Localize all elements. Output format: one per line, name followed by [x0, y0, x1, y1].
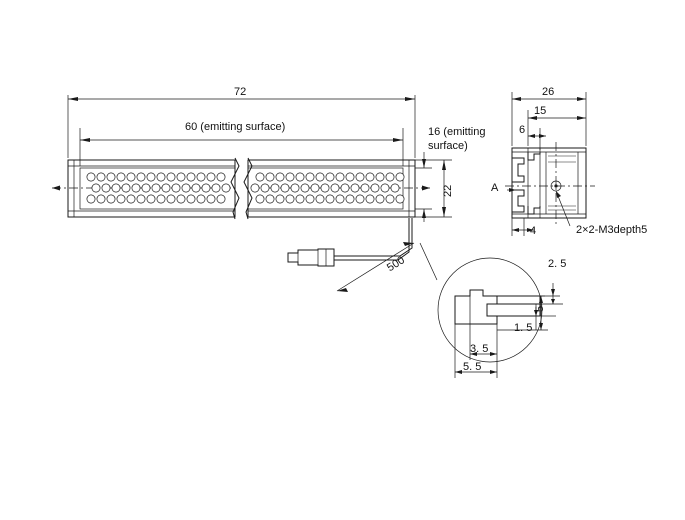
label-section-26: 26 — [542, 86, 555, 98]
label-detail-1-5: 1. 5 — [514, 322, 533, 334]
label-detail-5-5: 5. 5 — [463, 361, 482, 373]
label-thread-note: 2×2-M3depth5 — [576, 224, 648, 236]
label-detail-mark-a: A — [491, 182, 499, 194]
label-detail-2-5: 2. 5 — [548, 258, 567, 270]
led-matrix-left — [87, 173, 230, 203]
label-section-15: 15 — [534, 105, 547, 117]
label-section-6: 6 — [519, 124, 526, 136]
label-emitting-width-line1: 16 (emitting — [428, 126, 486, 138]
label-overall-length: 72 — [234, 86, 247, 98]
label-cable-500: 500 — [385, 254, 407, 275]
label-emitting-length: 60 (emitting surface) — [185, 121, 286, 133]
label-detail-5: 5 — [534, 305, 546, 312]
label-emitting-width-line2: surface) — [428, 140, 468, 152]
label-height-22: 22 — [442, 184, 454, 197]
led-matrix-right — [251, 173, 404, 203]
label-detail-3-5: 3. 5 — [470, 343, 489, 355]
side-section-view — [505, 142, 595, 225]
label-section-4: 4 — [530, 225, 537, 237]
